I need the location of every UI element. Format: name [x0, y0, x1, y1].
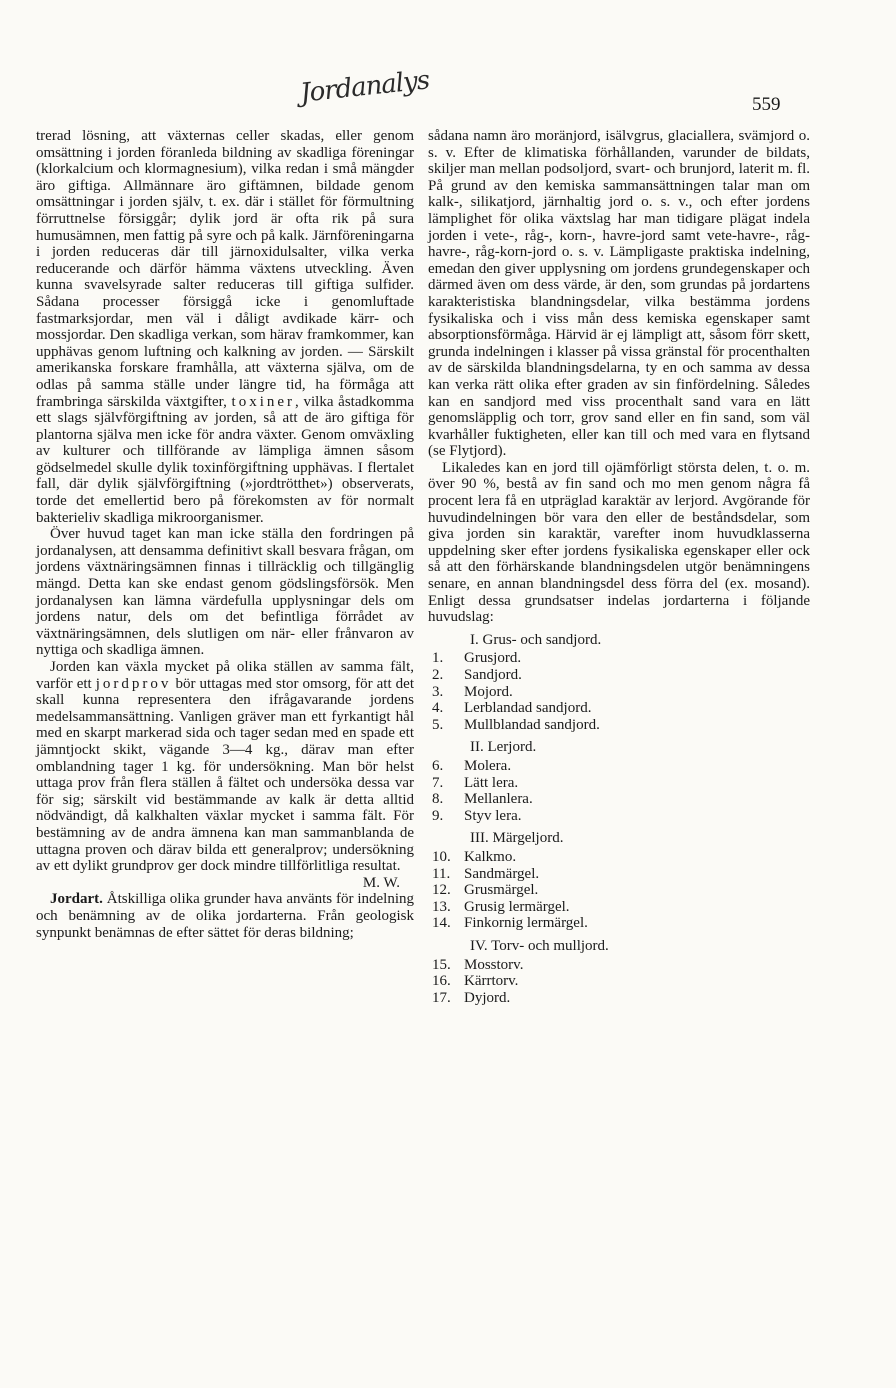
paragraph: sådana namn äro moränjord, isälvgrus, glaciallera, svämjord o. s. v. Efter de klimatiska förhållanden, varunder de bildats, skiljer man mellan podsoljord, svart- och brunjord, laterit m. fl. På grund av den kemiska sammansättningen talar man om kalk-, silikatjord, järnhaltig jord o. s. v., och efter jordens lämplighet för olika växtslag har man tidigare plägat indela jorden i vete-, råg-, korn-, havre-jord samt vete-havre-, råg-havre-, råg-korn-jord o. s. v. Lämpligaste praktiska indelning, emedan den giver upplysning om jordens grundegenskaper och därmed även om dess värde, är den, som grundas på jordartens karakteristiska blandningsdelar, vilka bestämma jordens fysikaliska och i viss mån dess kemiska egenskaper samt absorptionsförmåga. Härvid är ej lämpligt att, såsom förr skett, grunda indelningen i klasser på vissa gränstal för procenthalten av de särskilda blandningsdelarna, ty en och samma av dessa kan verka rätt olika efter graden av sin finfördelning. Således kan en sandjord med viss procenthalt sand vara en lätt genomsläpplig och torr, grov sand eller en fin sand, som väl kvarhåller fuktigheten, eller kan till och med vara en flytsand (se Flytjord). [428, 128, 810, 460]
class-items [428, 849, 810, 932]
item-name: Grusjord. [464, 650, 522, 667]
signature-line [36, 875, 414, 892]
item-number: 14. [432, 915, 451, 932]
list-item [428, 899, 810, 916]
item-name: Sandjord. [464, 667, 522, 683]
class-heading: II. Lerjord. [470, 739, 537, 756]
list-item [428, 667, 810, 684]
handwritten-note: Jordanalys [298, 65, 431, 109]
list-item [428, 915, 810, 932]
item-number: 6. [432, 757, 444, 774]
list-item [428, 700, 810, 717]
item-number: 11. [432, 865, 451, 882]
paragraph: Likaledes kan en jord till ojämförligt största delen, t. o. m. över 90 %, bestå av fin sand och mo men genom några få procent lera få en utpräglad karaktär av lerjord. Avgörande för huvudindelningen bör vara den eller de beståndsdelar, som giva jorden sin karaktär, varefter inom huvudklasserna uppdelning sker efter jordens fysikaliska egenskaper eller ock så att den förhärskande blandningsdelen utgör benämningens senare, en annan blandningsdel dess förra del (ex. mosand). Enligt dessa grundsatser indelas jordarterna i följande huvudslag: [428, 459, 810, 626]
item-name: Grusig lermärgel. [464, 898, 570, 915]
spaced-term: toxiner [231, 393, 296, 410]
item-number: 12. [432, 882, 451, 899]
item-number: 1. [432, 650, 444, 667]
item-name: Lätt lera. [464, 774, 519, 791]
list-item [428, 990, 810, 1007]
item-name: Finkornig lermärgel. [464, 915, 588, 932]
right-column [428, 128, 810, 1006]
item-name: Kärrtorv. [464, 973, 519, 990]
classification-list [428, 632, 810, 1006]
list-item [428, 808, 810, 825]
class-heading: I. Grus- och sandjord. [470, 631, 602, 648]
list-item [428, 866, 810, 883]
item-name: Styv lera. [464, 807, 522, 824]
list-item [428, 973, 810, 990]
list-item [428, 775, 810, 792]
item-name: Mellanlera. [464, 791, 533, 808]
item-name: Mosstorv. [464, 956, 524, 973]
list-item [428, 717, 810, 734]
class-items [428, 957, 810, 1007]
list-item [428, 957, 810, 974]
item-number: 15. [432, 956, 451, 973]
paragraph [36, 128, 414, 526]
page-number: 559 [752, 94, 781, 115]
item-name: Mojord. [464, 683, 513, 700]
item-name: Grusmärgel. [464, 882, 539, 899]
item-name: Mullblandad sandjord. [464, 716, 600, 733]
item-number: 13. [432, 898, 451, 915]
list-item [428, 684, 810, 701]
list-item [428, 650, 810, 667]
item-number: 2. [432, 667, 444, 683]
paragraph: Över huvud taget kan man icke ställa den fordringen på jordanalysen, att densamma definitivt skall besvara frågan, om jordens växtnäringsämnen finnas i tillräcklig och tillgänglig mängd. Detta kan ske endast genom gödslingsförsök. Men jordanalysen kan lämna värdefulla upplysningar dels om jordens natur, dels om det befintliga förrådet av växtnäringsämnen, dels slutligen om när- eller frånvaron av nyttiga och skadliga ämnen. [36, 526, 414, 659]
item-number: 9. [432, 807, 444, 824]
class-heading: IV. Torv- och mulljord. [470, 937, 609, 954]
item-number: 10. [432, 848, 451, 865]
item-name: Sandmärgel. [464, 865, 540, 882]
item-number: 4. [432, 700, 444, 717]
entry-headword: Jordart. [50, 891, 103, 908]
class-items [428, 758, 810, 824]
paragraph-text: trerad lösning, att växternas celler skadas, eller genom omsättning i jorden föranleda bildning av skadliga föreningar (klorkalcium och klormagnesium), vilka redan i små mängder äro giftiga. Allmännare äro giftämnen, bildade genom omsättningar i jorden själv, t. ex. där i stället för förmultning förruttnelse försiggår; dylik jord är ofta rik på sura humusämnen, men fattig på syre och på kalk. Järnföreningarna i jorden reduceras där till järnoxidulsalter, vilka verka reducerande och därför hämma växtens utveckling. Även kunna svavelsyrade salter reduceras till giftiga sulfider. Sådana processer försiggå icke i genomluftade fastmarksjordar, men väl i dåligt avdikade kärr- och mossjordar. Den skadliga verkan, som härav framkommer, kan upphävas genom luftning och kalkning av jorden. — Särskilt amerikanska forskare framhålla, att växterna själva, om de odlas på samma ställe under längre tid, ha förmåga att frambringa särskilda växtgifter, [36, 128, 414, 410]
class-items [428, 650, 810, 733]
paragraph-text: , vilka åstadkomma ett slags självförgiftning av jorden, så att de äro giftiga för plantorna själva men icke för andra växter. Genom omväxling av kulturer och tillförande av lämpliga ämnen såsom gödselmedel skulle dylik toxinförgiftning upphävas. I flertalet fall, där dylik självförgiftning (»jordtrötthet») observerats, torde det emellertid bero på förekomsten av för normalt bakterieliv skadliga mikroorganismer. [36, 393, 414, 526]
class-heading: III. Märgeljord. [470, 830, 564, 847]
paragraph-text: Åtskilliga olika grunder hava använts för indelning och benämning av de olika jordarterna. Från geologisk synpunkt benämnas de efter sättet för deras bildning; [36, 891, 415, 941]
item-number: 8. [432, 791, 444, 808]
list-item [428, 882, 810, 899]
spaced-term: jordprov [95, 675, 172, 692]
item-number: 7. [432, 774, 444, 791]
signature: M. W. [362, 874, 400, 891]
item-number: 16. [432, 973, 451, 990]
left-column [36, 128, 414, 941]
item-name: Lerblandad sandjord. [464, 700, 592, 717]
item-number: 5. [432, 716, 444, 733]
paragraph-text: Jorden kan växla mycket på olika ställen av samma fält, varför ett [36, 659, 414, 692]
item-name: Kalkmo. [464, 848, 517, 865]
item-name: Dyjord. [464, 989, 511, 1006]
item-number: 17. [432, 989, 451, 1006]
paragraph [36, 659, 414, 875]
item-name: Molera. [464, 757, 512, 774]
paragraph-text: bör uttagas med stor omsorg, för att det skall kunna representera den ifrågavarande jordens medelsammansättning. Vanligen gräver man ett fyrkantigt hål med en skarpt markerad sida och tager sedan med en spade ett jämntjockt skikt, vägande 3—4 kg., därav man efter omblandning tager 1 kg. för undersökning. Man bör helst uttaga prov från flera ställen å fältet och undersöka dessa var för sig; särskilt vid bestämmande av kalk är detta alltid nödvändigt, då kalkhalten växlar mycket i samma fält. För bestämning av de andra ämnena kan man sammanblanda de uttagna proven och därav bilda ett generalprov; undersökning av ett dylikt grundprov ger dock mindre tillförlitliga resultat. [36, 675, 414, 875]
item-number: 3. [432, 683, 444, 700]
list-item [428, 791, 810, 808]
list-item [428, 758, 810, 775]
list-item [428, 849, 810, 866]
paragraph [36, 891, 414, 941]
